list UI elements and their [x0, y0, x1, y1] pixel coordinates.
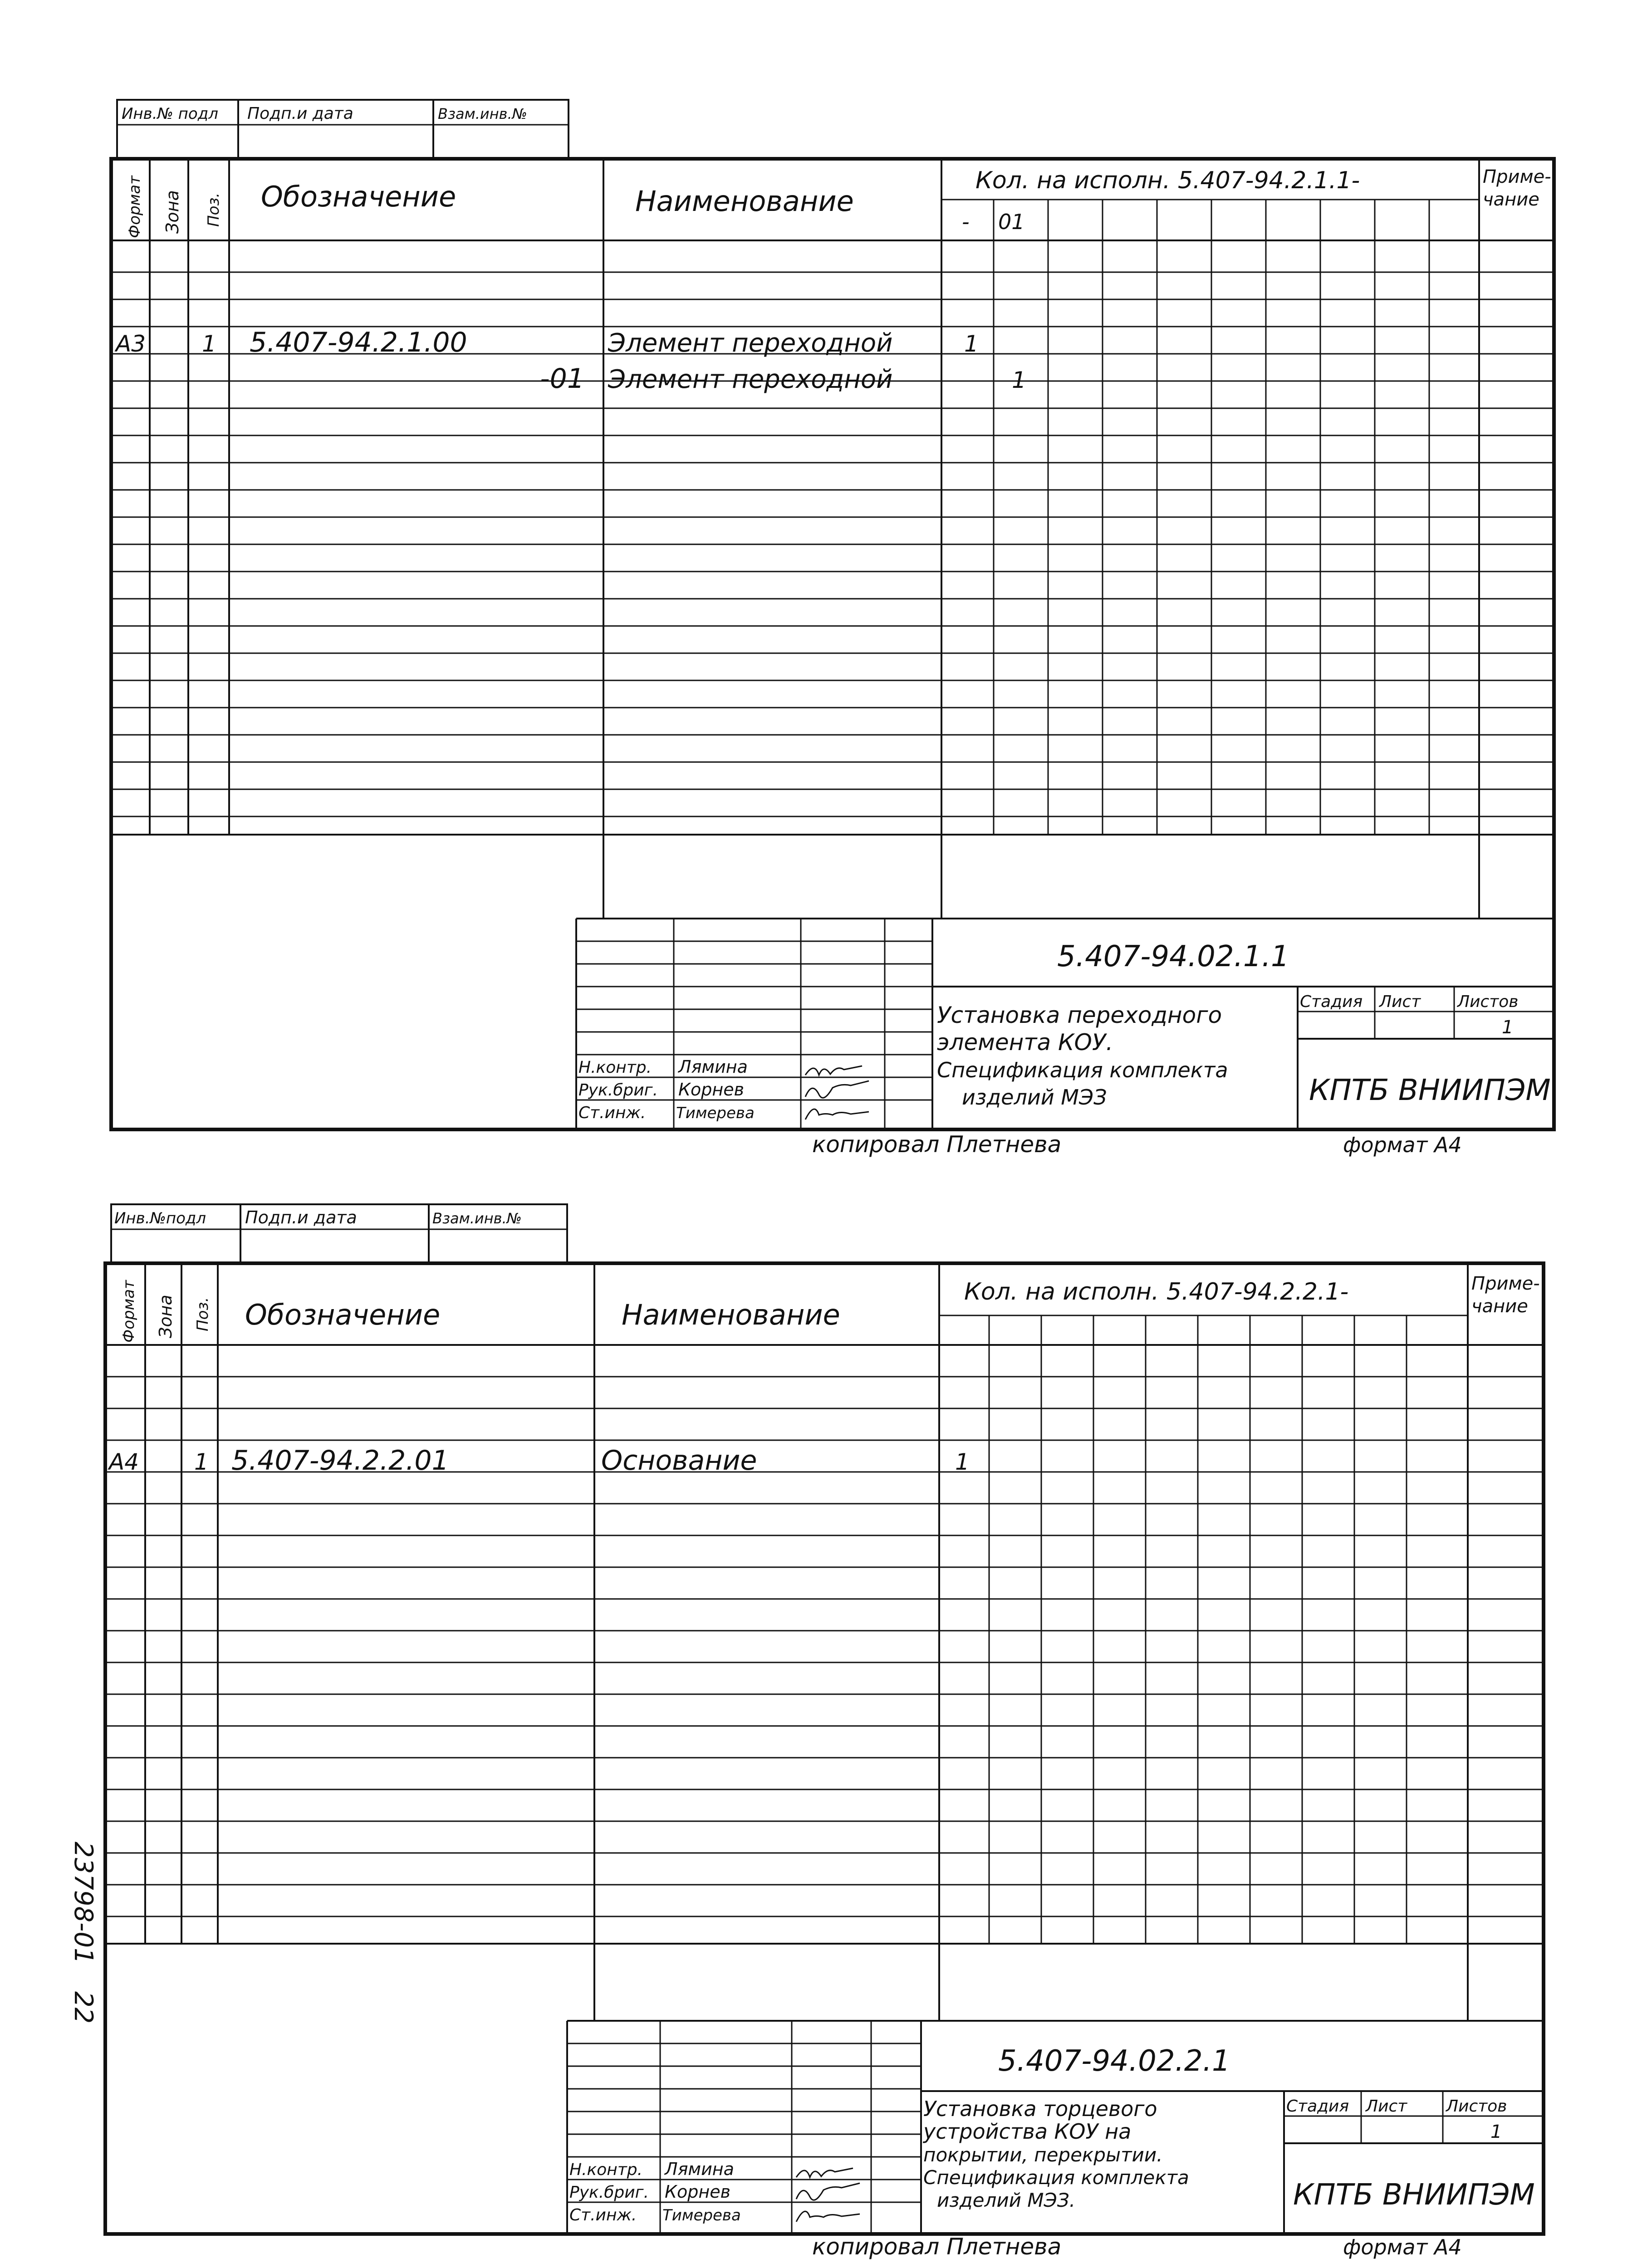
- signature-3: [805, 1109, 869, 1119]
- row-2-designation: -01: [540, 363, 584, 395]
- name2-1: Лямина: [665, 2159, 734, 2179]
- role2-2: Рук.бриг.: [569, 2183, 649, 2202]
- signature-1: [805, 1066, 862, 1075]
- corner-sign-date: Подп.и дата: [247, 104, 353, 123]
- title-block: [576, 919, 1554, 1129]
- header-designation-2: Обозначение: [245, 1298, 441, 1331]
- header-note-wrap: [1483, 166, 1553, 225]
- row-2-1-name: Основание: [601, 1445, 757, 1476]
- corner-sign-date-2: Подп.и дата: [245, 1207, 357, 1227]
- row-1-qty: 1: [964, 331, 979, 357]
- row-2-1-qty: 1: [955, 1449, 970, 1475]
- sheets-label-2: Листов: [1446, 2097, 1507, 2116]
- header-format-2: Формат: [120, 1280, 138, 1343]
- header-pos-2: Поз.: [194, 1297, 212, 1331]
- footer-format-2: формат А4: [1343, 2235, 1462, 2259]
- row-2-1-designation: 5.407-94.2.2.01: [231, 1445, 449, 1476]
- row-1-pos: 1: [202, 331, 216, 357]
- header-note: Приме-чание: [1483, 166, 1551, 210]
- role-3: Ст.инж.: [578, 1104, 646, 1122]
- header-note-2: Приме-чание: [1471, 1273, 1540, 1317]
- header-qty-sub-0: -: [962, 210, 970, 234]
- header-zone: Зона: [162, 190, 182, 234]
- signature2-2: [796, 2183, 860, 2200]
- title2-line-2: устройства КОУ на: [923, 2119, 1132, 2144]
- doc-code: 5.407-94.02.1.1: [1057, 940, 1289, 973]
- name2-2: Корнев: [665, 2182, 730, 2202]
- role2-1: Н.контр.: [569, 2160, 643, 2179]
- header-pos: Поз.: [205, 192, 223, 227]
- name-3: Тимерева: [676, 1104, 755, 1122]
- title-line-1: Установка переходного: [937, 1002, 1222, 1028]
- header-qty: Кол. на исполн. 5.407-94.2.1.1-: [975, 167, 1360, 194]
- row-2-qty: 1: [1012, 367, 1026, 393]
- sheet-label-2: Лист: [1366, 2097, 1407, 2116]
- role-2: Рук.бриг.: [578, 1081, 658, 1100]
- corner-stamp: [117, 100, 569, 159]
- sheet-2: [105, 1204, 1544, 2260]
- name-1: Лямина: [678, 1057, 748, 1077]
- title-line-4: изделий МЭЗ: [962, 1085, 1107, 1110]
- sheets-value: 1: [1502, 1017, 1514, 1038]
- footer-format: формат А4: [1343, 1133, 1462, 1157]
- title2-line-4: Спецификация комплекта: [923, 2166, 1189, 2189]
- row-1-designation: 5.407-94.2.1.00: [250, 327, 467, 358]
- name-2: Корнев: [678, 1080, 744, 1100]
- role-1: Н.контр.: [578, 1058, 652, 1077]
- row-2-name: Элемент переходной: [608, 365, 893, 394]
- row-1-name: Элемент переходной: [608, 328, 893, 358]
- sheets-value-2: 1: [1490, 2121, 1502, 2142]
- title-line-2: элемента КОУ.: [937, 1029, 1113, 1056]
- header-qty-2: Кол. на исполн. 5.407-94.2.2.1-: [964, 1278, 1349, 1305]
- title2-line-5: изделий МЭЗ.: [937, 2189, 1076, 2211]
- signature2-1: [796, 2168, 853, 2177]
- sheet-1: [111, 100, 1554, 1158]
- title-block-2: [567, 2021, 1544, 2234]
- header-name-2: Наименование: [622, 1298, 840, 1331]
- footer-copied-2: копировал Плетнева: [812, 2234, 1062, 2260]
- organization: КПТБ ВНИИПЭМ: [1309, 1074, 1551, 1107]
- doc-code-2: 5.407-94.02.2.1: [998, 2044, 1230, 2078]
- header-designation: Обозначение: [261, 180, 456, 213]
- corner-inv-no-2: Инв.№подл: [114, 1209, 206, 1227]
- stage-label: Стадия: [1300, 992, 1363, 1011]
- sheet-frame: [111, 159, 1554, 1129]
- sheets-label: Листов: [1457, 992, 1519, 1011]
- name2-3: Тимерева: [662, 2206, 741, 2224]
- corner-stamp-2: [111, 1204, 567, 1263]
- corner-replace-inv: Взам.инв.№: [438, 105, 527, 122]
- title-line-3: Спецификация комплекта: [937, 1058, 1228, 1082]
- header-format: Формат: [126, 176, 144, 238]
- header-qty-sub-1: 01: [998, 210, 1025, 234]
- header-zone-2: Зона: [156, 1295, 176, 1338]
- row-2-1-pos: 1: [194, 1449, 209, 1475]
- header-note-2-wrap: [1471, 1272, 1542, 1331]
- role2-3: Ст.инж.: [569, 2206, 637, 2224]
- title2-line-1: Установка торцевого: [923, 2097, 1157, 2121]
- header-name: Наименование: [635, 185, 854, 218]
- signature-2: [805, 1081, 869, 1098]
- footer-copied: копировал Плетнева: [812, 1131, 1062, 1158]
- sheet-label: Лист: [1379, 992, 1421, 1011]
- side-stamp-page: 22: [69, 1991, 98, 2024]
- side-stamp-code: 23798-01: [69, 1842, 98, 1964]
- corner-replace-inv-2: Взам.инв.№: [432, 1210, 522, 1227]
- stage-label-2: Стадия: [1286, 2097, 1349, 2116]
- organization-2: КПТБ ВНИИПЭМ: [1293, 2178, 1535, 2212]
- row-2-1-format: А4: [109, 1449, 139, 1475]
- row-1-format: А3: [116, 331, 146, 357]
- title2-line-3: покрытии, перекрытии.: [923, 2144, 1163, 2166]
- signature2-3: [796, 2211, 860, 2222]
- corner-inv-no: Инв.№ подл: [122, 105, 218, 123]
